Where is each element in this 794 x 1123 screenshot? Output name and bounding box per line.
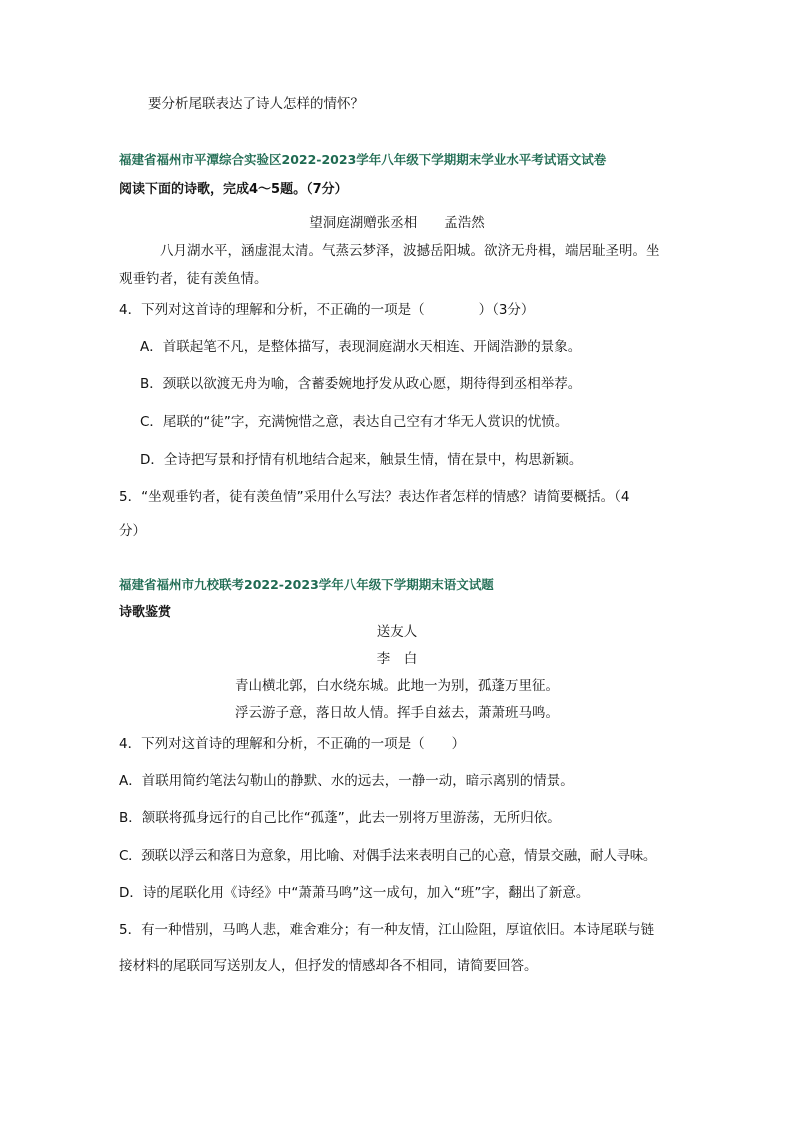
section1-question-5-line1: 5．“坐观垂钓者，徒有羡鱼情”采用什么写法？表达作者怎样的情感？请简要概括。（4	[119, 489, 630, 505]
section2-question-5-line2: 接材料的尾联同写送别友人，但抒发的情感却各不相同，请简要回答。	[119, 958, 538, 974]
section1-option-d: D．全诗把写景和抒情有机地结合起来，触景生情，情在景中，构思新颖。	[140, 452, 583, 468]
section2-poem-line2: 浮云游子意，落日故人情。挥手自兹去，萧萧班马鸣。	[235, 705, 559, 721]
section2-question-4: 4．下列对这首诗的理解和分析，不正确的一项是（ ）	[119, 736, 466, 752]
section1-question-5-line2: 分）	[119, 523, 146, 539]
section2-option-c: C．颈联以浮云和落日为意象，用比喻、对偶手法来表明自己的心意，情景交融，耐人寻味。	[119, 848, 657, 864]
section2-option-a: A．首联用简约笔法勾勒山的静默、水的远去，一静一动，暗示离别的情景。	[119, 773, 574, 789]
section2-instruction: 诗歌鉴赏	[119, 605, 172, 620]
section2-poem-line1: 青山横北郭，白水绕东城。此地一为别，孤蓬万里征。	[235, 678, 559, 694]
section1-poem-title: 望洞庭湖赠张丞相 孟浩然	[309, 215, 485, 231]
section2-poem-title: 送友人	[376, 624, 418, 640]
section1-option-a: A．首联起笔不凡，是整体描写，表现洞庭湖水天相连、开阔浩渺的景象。	[140, 339, 582, 355]
section2-option-b: B．颔联将孤身远行的自己比作“孤蓬”，此去一别将万里游荡，无所归依。	[119, 810, 561, 826]
section1-poem-line2: 观垂钓者，徒有羡鱼情。	[119, 271, 268, 287]
section1-option-c: C．尾联的“徒”字，充满惋惜之意，表达自己空有才华无人赏识的忧愤。	[140, 414, 569, 430]
section2-source: 福建省福州市九校联考2022-2023学年八年级下学期期末语文试题	[119, 577, 494, 592]
section1-instruction: 阅读下面的诗歌，完成4～5题。（7分）	[119, 182, 348, 197]
section1-option-b: B．颈联以欲渡无舟为喻，含蓄委婉地抒发从政心愿，期待得到丞相举荐。	[140, 376, 582, 392]
section2-poem-author: 李 白	[376, 651, 418, 667]
section2-question-5-line1: 5．有一种惜别，马鸣人悲，难舍难分；有一种友情，江山险阻，厚谊依旧。本诗尾联与链	[119, 922, 655, 938]
section1-question-4: 4．下列对这首诗的理解和分析，不正确的一项是（ ）（3分）	[119, 302, 535, 318]
section1-source: 福建省福州市平潭综合实验区2022-2023学年八年级下学期期末学业水平考试语文试卷	[119, 152, 607, 167]
section1-poem-line1: 八月湖水平，涵虚混太清。气蒸云梦泽，波撼岳阳城。欲济无舟楫，端居耻圣明。坐	[160, 243, 660, 259]
section2-option-d: D．诗的尾联化用《诗经》中“萧萧马鸣”这一成句，加入“班”字，翻出了新意。	[119, 885, 590, 901]
intro-question: 要分析尾联表达了诗人怎样的情怀？	[148, 96, 364, 112]
